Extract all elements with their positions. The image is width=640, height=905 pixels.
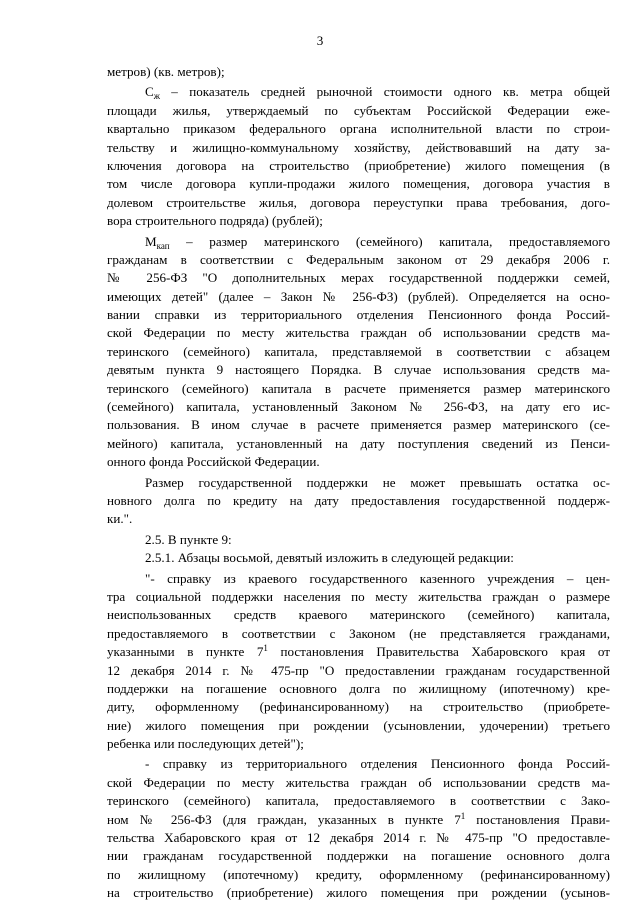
- subscript: ж: [153, 91, 160, 102]
- text-line: новного долга по кредиту на дату предоставления государственной поддерж-: [107, 492, 610, 508]
- text-line: метров) (кв. метров);: [107, 64, 225, 79]
- superscript: 1: [460, 810, 466, 821]
- text-line: [107, 643, 610, 661]
- text-line: квартально приказом федерального органа исполнительной власти по строи-: [107, 121, 610, 137]
- text-line: вании справки из территориального отделения Пенсионного фонда Россий-: [107, 307, 610, 323]
- text-line: диту, оформленному (рефинансированному) на строительство (приобрете-: [107, 699, 610, 715]
- text-line: - справку из территориального отделения Пенсионного фонда Россий-: [145, 756, 610, 772]
- text-line: ской Федерации по месту жительства граждан об использовании средств ма-: [107, 774, 610, 790]
- text-line: тельства Хабаровского края от 12 декабря 2014 г. № 475-пр "О предоставле-: [107, 830, 610, 846]
- line-segment: С: [145, 84, 154, 100]
- subscript: кап: [156, 240, 170, 251]
- superscript: 1: [263, 643, 268, 654]
- text-line: девятым пункта 9 настоящего Порядка. В случае использования средств ма-: [107, 362, 610, 378]
- text-line: поддержки на погашение основного долга по жилищному (ипотечному) кре-: [107, 680, 610, 696]
- text-line: [107, 811, 610, 829]
- line-segment: М: [145, 233, 157, 249]
- line-segment: – размер материнского (семейного) капитала, предоставляемого: [169, 233, 610, 249]
- text-line: ключения договора на строительство (приобретение) жилого помещения (в: [107, 157, 610, 173]
- page-number: 3: [316, 33, 324, 48]
- text-line: неиспользованных средств краевого материнского (семейного) капитала,: [107, 607, 610, 623]
- text-line: № 256-ФЗ "О дополнительных мерах государственной поддержки семей,: [107, 270, 610, 286]
- line-segment: постановления Прави-: [465, 811, 610, 827]
- text-line: тельству и жилищно-коммунальному хозяйству, действовавший на дату за-: [107, 139, 610, 155]
- text-line: том числе договора купли-продажи жилого помещения, договора участия в: [107, 176, 610, 192]
- text-line: "- справку из краевого государственного казенного учреждения – цен-: [145, 570, 610, 586]
- text-line: нии гражданам государственной поддержки на погашение основного долга: [107, 848, 610, 864]
- text-line: тра социальной поддержки населения по месту жительства граждан о размере: [107, 588, 610, 604]
- text-line: [107, 233, 610, 251]
- text-line: площади жилья, утверждаемый по субъектам Российской Федерации еже-: [107, 102, 610, 118]
- text-line: долевом строительстве жилья, договора переуступки права требования, дого-: [107, 194, 610, 210]
- text-line: ки.".: [107, 511, 133, 527]
- line-segment: постановления Правительства Хабаровского края от: [267, 644, 610, 660]
- text-line: 2.5. В пункте 9:: [145, 531, 232, 547]
- document-body: [107, 63, 610, 903]
- text-line: мейного) капитала, установленный на дату поступления сведений из Пенси-: [107, 435, 610, 451]
- text-line: (семейного) капитала, установленный Законом № 256-ФЗ, на дату его ис-: [107, 399, 610, 415]
- text-line: ребенка или последующих детей");: [107, 736, 304, 752]
- text-line: предоставляемого в соответствии с Законом (не представляется гражданами,: [107, 625, 610, 641]
- text-line: онного фонда Российской Федерации.: [107, 454, 320, 470]
- line-segment: указанными в пункте 7: [107, 644, 264, 660]
- line-segment: ном № 256-ФЗ (для граждан, указанных в пункте 7: [107, 811, 461, 827]
- text-line: пользования. В ином случае в расчете применяется размер материнского (се-: [107, 417, 610, 433]
- text-line: Размер государственной поддержки не может превышать остатка ос-: [145, 474, 610, 490]
- text-line: теринского (семейного) капитала, предоставляемого в соответствии с Зако-: [107, 793, 610, 809]
- text-line: теринского (семейного) капитала в расчете применяется размер материнского: [107, 380, 610, 396]
- text-line: ской Федерации по месту жительства граждан об использовании средств ма-: [107, 325, 610, 341]
- text-line: гражданам в соответствии с Федеральным законом от 29 декабря 2006 г.: [107, 251, 610, 267]
- text-line: по жилищному (ипотечному) кредиту, оформленному (рефинансированному): [107, 866, 610, 882]
- line-segment: – показатель средней рыночной стоимости одного кв. метра общей: [159, 84, 610, 100]
- text-line: на строительство (приобретение) жилого помещения при рождении (усынов-: [107, 885, 610, 901]
- text-line: 12 декабря 2014 г. № 475-пр "О предоставлении гражданам государственной: [107, 662, 610, 678]
- text-line: 2.5.1. Абзацы восьмой, девятый изложить в следующей редакции:: [145, 550, 514, 566]
- text-line: имеющих детей" (далее – Закон № 256-ФЗ) (рублей). Определяется на осно-: [107, 288, 610, 304]
- text-line: [107, 83, 610, 101]
- text-line: ние) жилого помещения при рождении (усыновлении, удочерении) третьего: [107, 717, 610, 733]
- text-line: теринского (семейного) капитала, представляемой в соответствии с абзацем: [107, 343, 610, 359]
- text-line: вора строительного подряда) (рублей);: [107, 213, 323, 229]
